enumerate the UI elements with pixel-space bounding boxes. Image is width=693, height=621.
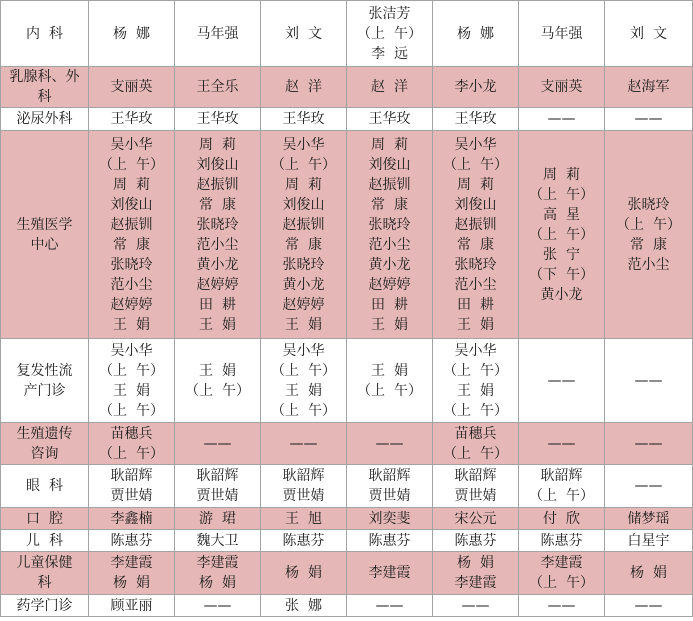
doctor-cell: 吴小华 （上 午） 周 莉 刘俊山 赵振钏 常 康 张晓玲 黄小龙 赵婷婷 王 娟 <box>261 131 347 339</box>
doctor-cell: 王华玫 <box>261 108 347 131</box>
doctor-cell: 吴小华 （上 午） 王 娟 （上 午） <box>89 339 175 423</box>
doctor-cell: —— <box>605 339 693 423</box>
doctor-cell: 陈惠芬 <box>347 530 433 552</box>
doctor-cell: 支丽英 <box>519 67 605 108</box>
doctor-cell: 陈惠芬 <box>519 530 605 552</box>
doctor-cell: —— <box>175 595 261 617</box>
table-row <box>1 67 693 108</box>
doctor-cell: 李建霞 （上 午） <box>519 552 605 595</box>
doctor-cell: 游 珺 <box>175 508 261 530</box>
doctor-cell: 李建霞 <box>347 552 433 595</box>
doctor-cell: 赵 洋 <box>261 67 347 108</box>
header-cell: 内 科 <box>1 1 89 67</box>
doctor-cell: —— <box>347 595 433 617</box>
department-cell: 儿童保健 科 <box>1 552 89 595</box>
doctor-cell: 王华玫 <box>433 108 519 131</box>
doctor-cell: 周 莉 刘俊山 赵振钏 常 康 张晓玲 范小尘 黄小龙 赵婷婷 田 耕 王 娟 <box>175 131 261 339</box>
doctor-cell: 陈惠芬 <box>261 530 347 552</box>
doctor-cell: —— <box>605 595 693 617</box>
doctor-cell: 顾亚丽 <box>89 595 175 617</box>
header-cell: 马年强 <box>175 1 261 67</box>
doctor-cell: 王 娟 （上 午） <box>175 339 261 423</box>
header-cell: 马年强 <box>519 1 605 67</box>
table-row <box>1 339 693 423</box>
doctor-cell: 赵海军 <box>605 67 693 108</box>
department-cell: 生殖遗传 咨询 <box>1 423 89 465</box>
table-row <box>1 465 693 508</box>
doctor-cell: 耿韶辉 贾世婧 <box>175 465 261 508</box>
department-cell: 泌尿外科 <box>1 108 89 131</box>
doctor-cell: —— <box>519 595 605 617</box>
header-row <box>1 1 693 67</box>
doctor-cell: 李建霞 杨 娟 <box>89 552 175 595</box>
doctor-cell: 魏大卫 <box>175 530 261 552</box>
doctor-cell: —— <box>519 423 605 465</box>
department-cell: 药学门诊 <box>1 595 89 617</box>
doctor-cell: —— <box>347 423 433 465</box>
table-row <box>1 131 693 339</box>
doctor-cell: 耿韶辉 贾世婧 <box>89 465 175 508</box>
table-row <box>1 108 693 131</box>
header-cell: 张洁芳 （上 午） 李 远 <box>347 1 433 67</box>
doctor-cell: 白星宇 <box>605 530 693 552</box>
doctor-cell: 苗穗兵 （上 午） <box>433 423 519 465</box>
department-cell: 复发性流 产门诊 <box>1 339 89 423</box>
doctor-cell: 储梦瑶 <box>605 508 693 530</box>
doctor-cell: 王 娟 （上 午） <box>347 339 433 423</box>
doctor-cell: —— <box>519 108 605 131</box>
doctor-cell: —— <box>605 465 693 508</box>
doctor-cell: 耿韶辉 贾世婧 <box>433 465 519 508</box>
doctor-cell: 王全乐 <box>175 67 261 108</box>
doctor-cell: 耿韶辉 贾世婧 <box>261 465 347 508</box>
doctor-cell: —— <box>261 423 347 465</box>
header-cell: 杨 娜 <box>89 1 175 67</box>
doctor-cell: 刘奕斐 <box>347 508 433 530</box>
doctor-cell: 杨 娟 <box>605 552 693 595</box>
doctor-cell: 陈惠芬 <box>433 530 519 552</box>
doctor-cell: 张晓玲 （上 午） 常 康 范小尘 <box>605 131 693 339</box>
doctor-cell: 张 娜 <box>261 595 347 617</box>
doctor-cell: 王 旭 <box>261 508 347 530</box>
table-row <box>1 552 693 595</box>
doctor-cell: 耿韶辉 （上 午） <box>519 465 605 508</box>
doctor-cell: 李建霞 杨 娟 <box>175 552 261 595</box>
table-row <box>1 530 693 552</box>
doctor-cell: 吴小华 （上 午） 周 莉 刘俊山 赵振钏 常 康 张晓玲 范小尘 赵婷婷 王 娟 <box>89 131 175 339</box>
doctor-cell: 李小龙 <box>433 67 519 108</box>
department-cell: 生殖医学 中心 <box>1 131 89 339</box>
table-row <box>1 595 693 617</box>
doctor-cell: 杨 娟 李建霞 <box>433 552 519 595</box>
doctor-cell: —— <box>433 595 519 617</box>
doctor-cell: 吴小华 （上 午） 周 莉 刘俊山 赵振钏 常 康 张晓玲 范小尘 田 耕 王 娟 <box>433 131 519 339</box>
table-row <box>1 508 693 530</box>
doctor-cell: 耿韶辉 贾世婧 <box>347 465 433 508</box>
doctor-cell: 付 欣 <box>519 508 605 530</box>
doctor-cell: —— <box>605 108 693 131</box>
header-cell: 刘 文 <box>605 1 693 67</box>
doctor-cell: 吴小华 （上 午） 王 娟 （上 午） <box>433 339 519 423</box>
doctor-cell: 苗穗兵 （上 午） <box>89 423 175 465</box>
doctor-cell: 李鑫楠 <box>89 508 175 530</box>
doctor-cell: 赵 洋 <box>347 67 433 108</box>
table-row <box>1 423 693 465</box>
department-cell: 眼 科 <box>1 465 89 508</box>
doctor-cell: 周 莉 刘俊山 赵振钏 常 康 张晓玲 范小尘 黄小龙 赵婷婷 田 耕 王 娟 <box>347 131 433 339</box>
header-cell: 杨 娜 <box>433 1 519 67</box>
doctor-cell: 杨 娟 <box>261 552 347 595</box>
doctor-cell: 王华玫 <box>175 108 261 131</box>
doctor-cell: —— <box>519 339 605 423</box>
department-cell: 儿 科 <box>1 530 89 552</box>
doctor-cell: 吴小华 （上 午） 王 娟 （上 午） <box>261 339 347 423</box>
doctor-cell: 王华玫 <box>347 108 433 131</box>
department-cell: 口 腔 <box>1 508 89 530</box>
doctor-cell: 陈惠芬 <box>89 530 175 552</box>
doctor-cell: 周 莉 （上 午） 高 星 （上 午） 张 宁 （下 午） 黄小龙 <box>519 131 605 339</box>
department-cell: 乳腺科、外 科 <box>1 67 89 108</box>
doctor-cell: 王华玫 <box>89 108 175 131</box>
doctor-cell: —— <box>605 423 693 465</box>
doctor-cell: 宋公元 <box>433 508 519 530</box>
doctor-cell: 支丽英 <box>89 67 175 108</box>
header-cell: 刘 文 <box>261 1 347 67</box>
doctor-cell: —— <box>175 423 261 465</box>
